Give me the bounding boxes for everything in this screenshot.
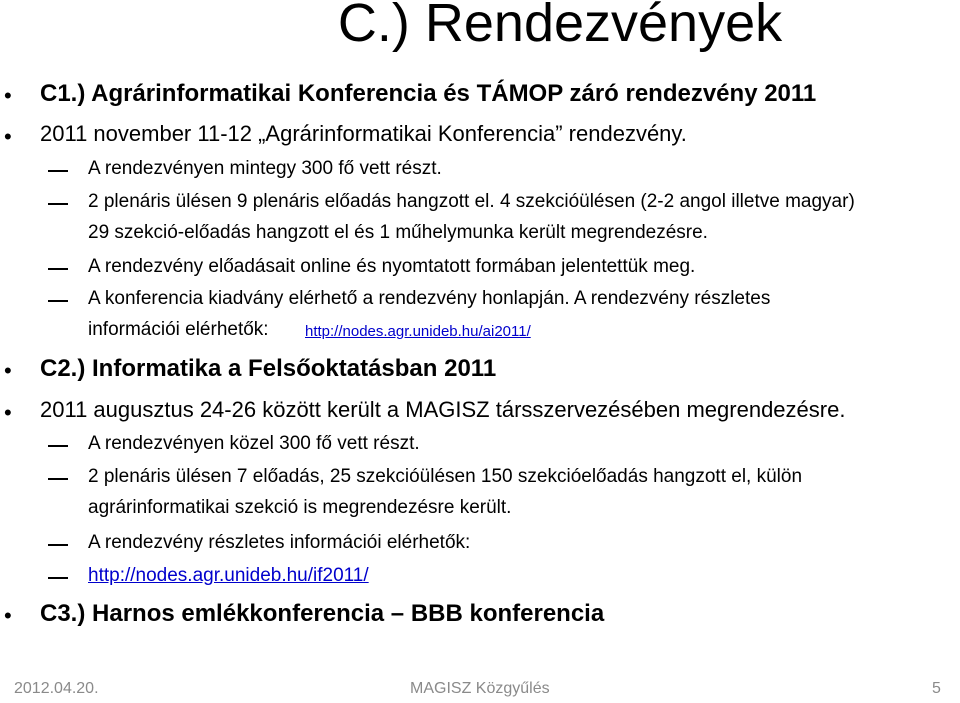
c2-sub-2: 2 plenáris ülésen 7 előadás, 25 szekcióülésen 150 szekcióelőadás hangzott el, külön [88, 466, 803, 487]
dash-icon [48, 203, 68, 205]
dash-icon [48, 478, 68, 480]
footer-title: MAGISZ Közgyűlés [410, 680, 550, 697]
c2-sub-1: A rendezvényen közel 300 fő vett részt. [88, 433, 420, 454]
c1-link[interactable]: http://nodes.agr.unideb.hu/ai2011/ [305, 323, 531, 340]
c1-sub-2: 2 plenáris ülésen 9 plenáris előadás hangzott el. 4 szekcióülésen (2-2 angol illetve magyar) [88, 191, 855, 212]
c3-heading: C3.) Harnos emlékkonferencia – BBB konferencia [40, 600, 605, 627]
c1-sub-3: A rendezvény előadásait online és nyomtatott formában jelentettük meg. [88, 256, 696, 277]
c2-heading: C2.) Informatika a Felsőoktatásban 2011 [40, 355, 497, 382]
bullet-icon: • [4, 83, 12, 108]
c2-date-text: 2011 augusztus 24-26 között került a MAGISZ társszervezésében megrendezésre. [40, 397, 846, 422]
dash-icon [48, 445, 68, 447]
c1-heading: C1.) Agrárinformatikai Konferencia és TÁMOP záró rendezvény 2011 [40, 80, 817, 107]
c2-sub-2-continued: agrárinformatikai szekció is megrendezésre került. [88, 497, 512, 518]
c2-sub-3: A rendezvény részletes információi elérhetők: [88, 532, 471, 553]
c1-sub-2-continued: 29 szekció-előadás hangzott el és 1 műhelymunka került megrendezésre. [88, 222, 708, 243]
footer-page-number: 5 [932, 680, 941, 697]
c2-link[interactable]: http://nodes.agr.unideb.hu/if2011/ [88, 565, 369, 586]
bullet-icon: • [4, 358, 12, 383]
dash-icon [48, 577, 68, 579]
c1-date-text: 2011 november 11-12 „Agrárinformatikai Konferencia” rendezvény. [40, 121, 687, 146]
dash-icon [48, 300, 68, 302]
c1-sub-1: A rendezvényen mintegy 300 fő vett részt. [88, 158, 442, 179]
bullet-icon: • [4, 124, 12, 149]
c1-sub-4: A konferencia kiadvány elérhető a rendezvény honlapján. A rendezvény részletes [88, 288, 771, 309]
footer-date: 2012.04.20. [14, 680, 99, 697]
dash-icon [48, 544, 68, 546]
slide-title: C.) Rendezvények [337, 0, 783, 53]
dash-icon [48, 170, 68, 172]
bullet-icon: • [4, 603, 12, 628]
bullet-icon: • [4, 400, 12, 425]
dash-icon [48, 268, 68, 270]
c1-sub-4-continued: információi elérhetők: [88, 319, 269, 340]
